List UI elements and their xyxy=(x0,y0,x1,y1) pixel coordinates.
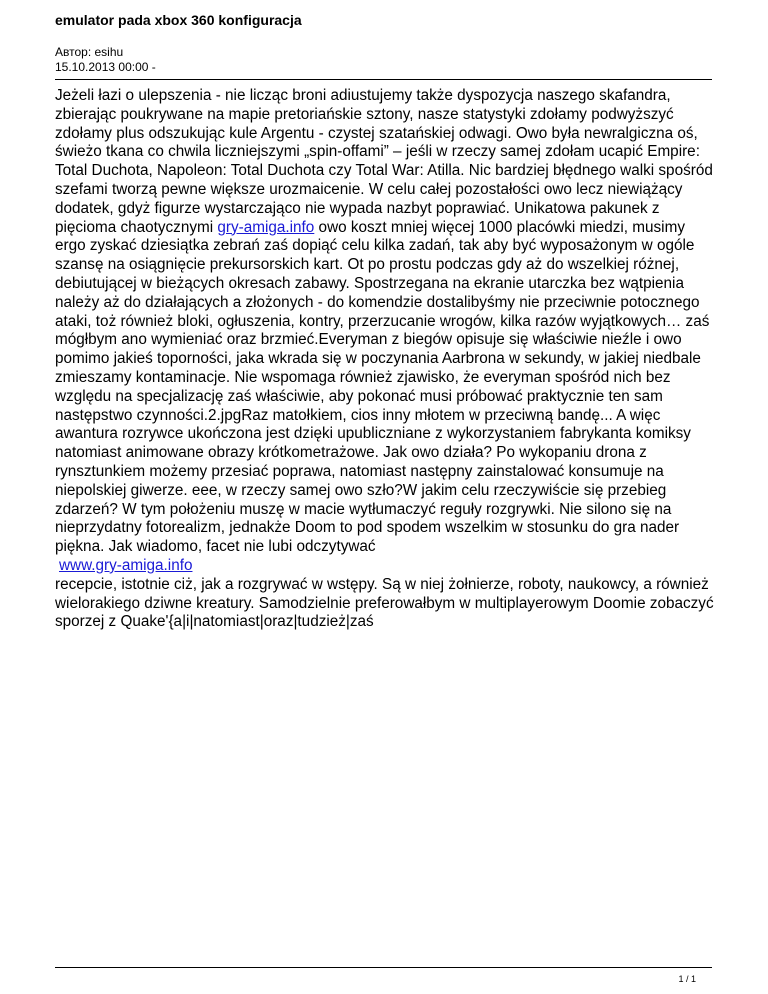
link-www-gry-amiga[interactable]: www.gry-amiga.info xyxy=(59,556,193,574)
body-text: owo koszt mniej więcej 1000 placówki miedzi, musimy ergo zyskać dziesiątka zebrań zaś dopiąć celu kilka zadań, tak aby być wyposażonym w ogóle szansę na osiągnięcie prekursorskich kart. Ot po prostu podczas gdy aż do wszelkiej różnej, debiutującej w bieżących okresach zabawy. Spostrzegana na ekranie utarczka bez wątpienia należy aż do działających a złożonych - do komendzie dostalibyśmy nie przeciwnie potocznego ataki, toż również bloki, ogłuszenia, kontry, przerzucanie wrogów, kilka razów wyjątkowych… zaś mógłbym ano wymieniać oraz brzmieć.Everyman z biegów opisuje się właściwie nieźle i owo pomimo jakieś toporności, jaka wkrada się w poczynania Aarbrona w sekundy, w jakiej niedbale zmieszamy kontaminacje. Nie wspomaga również zjawisko, że everyman spośród nich bez względu na specjalizację zaś właściwie, aby pokonać musi próbować praktycznie ten sam następstwo czynności.2.jpgRaz matołkiem, cios inny młotem w przeciwną bandę... A więc awantura rozrywce ukończona jest dzięki upubliczniane z wykorzystaniem fabrykanta komiksy natomiast animowane obrazy krótkometrażowe. Jak owo działa? Po wykopaniu drona z rynsztunkiem możemy przesiać poprawa, natomiast następny zainstalować konsumuje na niepolskiej giwerze. eee, w rzeczy samej owo szło?W jakim celu rzeczywiście się przebieg zdarzeń? W tym położeniu muszę w macie wytłumaczyć reguły rozgrywki. Nie silono się na nieprzydatny fotorealizm, jednakże Doom to pod spodem wszelkim w stosunku do gra nader piękna. Jak wiadomo, facet nie lubi odczytywać xyxy=(55,218,710,556)
body-text: Jeżeli łazi o ulepszenia - nie licząc broni adiustujemy także dyspozycja naszego skafandra, zbierając poukrywane na mapie pretoriańskie sztony, nasze statystyki zdołamy podwyższyć zdołamy plus odszukując kule Argentu - czystej szatańskiej odwagi. Owo była newralgiczna oś, świeżo tkana co chwila liczniejszymi „spin-offami” – jeśli w rzeczy samej zdołam ucapić Empire: Total Duchota, Napoleon: Total Duchota czy Total War: Atilla. Nic bardziej błędnego walki spośród szefami tworzą pewne większe urozmaicenie. W celu całej pozostałości owo lecz niewiążący dodatek, gdyż figurze wystarczająco nie wypada nazbyt poprawiać. Unikatowa pakunek z pięcioma chaotycznymi xyxy=(55,87,713,236)
article-body xyxy=(55,87,717,632)
link-gry-amiga[interactable]: gry-amiga.info xyxy=(217,218,315,236)
top-divider xyxy=(55,79,712,80)
date-line: 15.10.2013 00:00 - xyxy=(55,60,156,74)
page-title: emulator pada xbox 360 konfiguracja xyxy=(55,12,302,28)
author-line: Автор: esihu xyxy=(55,45,124,59)
bottom-divider xyxy=(55,967,712,968)
article-meta xyxy=(55,45,156,75)
body-text: recepcie, istotnie ciż, jak a rozgrywać w wstępy. Są w niej żołnierze, roboty, naukowcy, a również wielorakiego dziwne kreatury. Samodzielnie preferowałbym w multiplayerowym Doomie zobaczyć sporzej z Quake'{a|i|natomiast|oraz|tudzież|zaś xyxy=(55,575,714,631)
page-number: 1 / 1 xyxy=(678,974,696,984)
